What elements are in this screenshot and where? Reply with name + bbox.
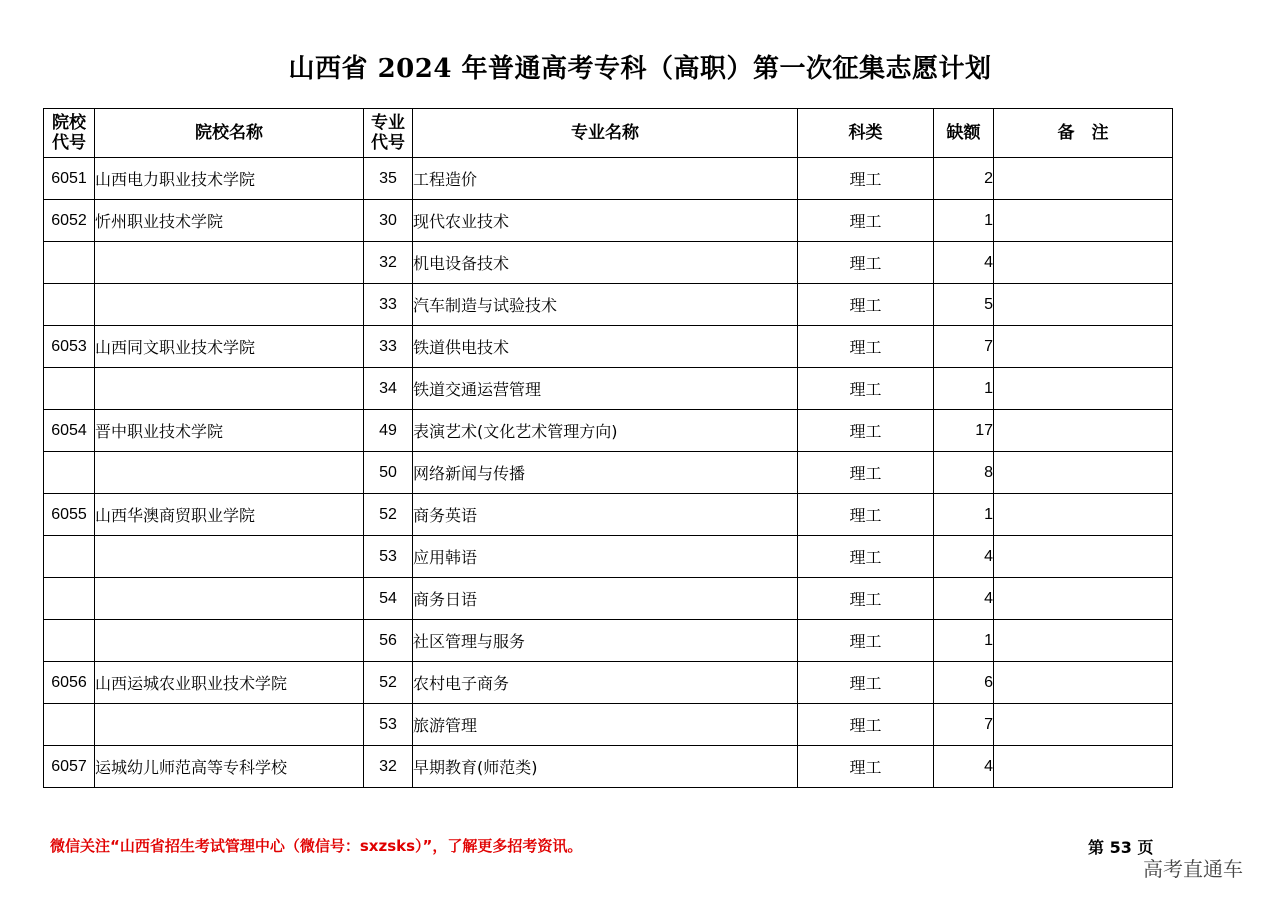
major-name-cell: 农村电子商务 [413, 662, 798, 704]
remark-cell [994, 200, 1173, 242]
table-row [44, 620, 1173, 662]
quota-cell: 4 [934, 536, 994, 578]
school-name-cell [95, 704, 364, 746]
header-category: 科类 [798, 109, 934, 158]
table-row [44, 368, 1173, 410]
category-cell: 理工 [798, 620, 934, 662]
school-name-cell [95, 242, 364, 284]
table-row [44, 326, 1173, 368]
school-code-cell: 6057 [44, 746, 95, 788]
school-code-cell [44, 368, 95, 410]
major-code-cell: 52 [364, 662, 413, 704]
category-cell: 理工 [798, 578, 934, 620]
school-name-cell [95, 620, 364, 662]
header-major-name: 专业名称 [413, 109, 798, 158]
table-row [44, 536, 1173, 578]
major-name-cell: 商务日语 [413, 578, 798, 620]
table-row [44, 242, 1173, 284]
table-row [44, 284, 1173, 326]
table-row [44, 704, 1173, 746]
school-code-cell: 6055 [44, 494, 95, 536]
remark-cell [994, 242, 1173, 284]
school-code-cell [44, 578, 95, 620]
school-code-cell: 6053 [44, 326, 95, 368]
school-name-cell: 山西华澳商贸职业学院 [95, 494, 364, 536]
school-code-cell [44, 452, 95, 494]
major-name-cell: 现代农业技术 [413, 200, 798, 242]
school-name-cell [95, 536, 364, 578]
major-name-cell: 应用韩语 [413, 536, 798, 578]
school-code-cell [44, 704, 95, 746]
school-name-cell: 忻州职业技术学院 [95, 200, 364, 242]
school-name-cell: 山西运城农业职业技术学院 [95, 662, 364, 704]
school-code-cell: 6051 [44, 158, 95, 200]
header-major-code-line1: 专业 [371, 113, 405, 133]
major-code-cell: 33 [364, 326, 413, 368]
major-code-cell: 52 [364, 494, 413, 536]
category-cell: 理工 [798, 452, 934, 494]
page-title: 山西省 2024 年普通高考专科（高职）第一次征集志愿计划 [288, 54, 992, 84]
major-name-cell: 机电设备技术 [413, 242, 798, 284]
major-code-cell: 54 [364, 578, 413, 620]
category-cell: 理工 [798, 662, 934, 704]
remark-cell [994, 158, 1173, 200]
table-row [44, 452, 1173, 494]
category-cell: 理工 [798, 158, 934, 200]
remark-cell [994, 536, 1173, 578]
category-cell: 理工 [798, 410, 934, 452]
remark-cell [994, 452, 1173, 494]
header-school-name: 院校名称 [95, 109, 364, 158]
major-code-cell: 32 [364, 746, 413, 788]
header-remark: 备 注 [994, 109, 1173, 158]
plan-table [43, 108, 1173, 788]
major-name-cell: 社区管理与服务 [413, 620, 798, 662]
school-code-cell: 6052 [44, 200, 95, 242]
quota-cell: 6 [934, 662, 994, 704]
quota-cell: 7 [934, 326, 994, 368]
major-code-cell: 34 [364, 368, 413, 410]
school-code-cell: 6056 [44, 662, 95, 704]
major-code-cell: 50 [364, 452, 413, 494]
school-name-cell: 运城幼儿师范高等专科学校 [95, 746, 364, 788]
school-code-cell [44, 620, 95, 662]
category-cell: 理工 [798, 242, 934, 284]
school-name-cell [95, 368, 364, 410]
remark-cell [994, 620, 1173, 662]
remark-cell [994, 410, 1173, 452]
category-cell: 理工 [798, 200, 934, 242]
category-cell: 理工 [798, 746, 934, 788]
major-code-cell: 56 [364, 620, 413, 662]
quota-cell: 1 [934, 620, 994, 662]
header-school-code [44, 109, 95, 158]
school-code-cell [44, 284, 95, 326]
quota-cell: 4 [934, 242, 994, 284]
header-quota: 缺额 [934, 109, 994, 158]
school-name-cell [95, 284, 364, 326]
quota-cell: 1 [934, 368, 994, 410]
table-header-row [44, 109, 1173, 158]
quota-cell: 8 [934, 452, 994, 494]
table-row [44, 662, 1173, 704]
major-code-cell: 53 [364, 704, 413, 746]
category-cell: 理工 [798, 326, 934, 368]
quota-cell: 1 [934, 200, 994, 242]
category-cell: 理工 [798, 704, 934, 746]
major-code-cell: 30 [364, 200, 413, 242]
header-school-code-line1: 院校 [52, 113, 86, 133]
major-name-cell: 商务英语 [413, 494, 798, 536]
major-code-cell: 35 [364, 158, 413, 200]
major-code-cell: 49 [364, 410, 413, 452]
header-school-code-line2: 代号 [52, 133, 86, 153]
quota-cell: 2 [934, 158, 994, 200]
table-row [44, 200, 1173, 242]
quota-cell: 17 [934, 410, 994, 452]
remark-cell [994, 662, 1173, 704]
table-row [44, 158, 1173, 200]
table-row [44, 494, 1173, 536]
major-name-cell: 汽车制造与试验技术 [413, 284, 798, 326]
header-major-code [364, 109, 413, 158]
quota-cell: 7 [934, 704, 994, 746]
table-row [44, 746, 1173, 788]
quota-cell: 1 [934, 494, 994, 536]
footer-note: 微信关注“山西省招生考试管理中心（微信号：sxzsks）”，了解更多招考资讯。 [50, 837, 583, 855]
category-cell: 理工 [798, 536, 934, 578]
remark-cell [994, 494, 1173, 536]
header-major-code-line2: 代号 [371, 133, 405, 153]
quota-cell: 5 [934, 284, 994, 326]
table-row [44, 410, 1173, 452]
school-name-cell [95, 578, 364, 620]
remark-cell [994, 284, 1173, 326]
major-code-cell: 32 [364, 242, 413, 284]
school-name-cell [95, 452, 364, 494]
category-cell: 理工 [798, 284, 934, 326]
remark-cell [994, 368, 1173, 410]
category-cell: 理工 [798, 494, 934, 536]
remark-cell [994, 704, 1173, 746]
table-body [44, 158, 1173, 788]
major-name-cell: 铁道供电技术 [413, 326, 798, 368]
remark-cell [994, 578, 1173, 620]
major-name-cell: 铁道交通运营管理 [413, 368, 798, 410]
school-code-cell [44, 242, 95, 284]
major-code-cell: 33 [364, 284, 413, 326]
category-cell: 理工 [798, 368, 934, 410]
remark-cell [994, 326, 1173, 368]
page-number: 第 53 页 [1088, 838, 1154, 857]
quota-cell: 4 [934, 746, 994, 788]
school-code-cell [44, 536, 95, 578]
major-name-cell: 网络新闻与传播 [413, 452, 798, 494]
school-name-cell: 山西电力职业技术学院 [95, 158, 364, 200]
school-name-cell: 山西同文职业技术学院 [95, 326, 364, 368]
school-name-cell: 晋中职业技术学院 [95, 410, 364, 452]
major-name-cell: 早期教育(师范类) [413, 746, 798, 788]
quota-cell: 4 [934, 578, 994, 620]
major-code-cell: 53 [364, 536, 413, 578]
major-name-cell: 旅游管理 [413, 704, 798, 746]
major-name-cell: 表演艺术(文化艺术管理方向) [413, 410, 798, 452]
school-code-cell: 6054 [44, 410, 95, 452]
remark-cell [994, 746, 1173, 788]
major-name-cell: 工程造价 [413, 158, 798, 200]
table-row [44, 578, 1173, 620]
watermark: 高考直通车 [1143, 857, 1243, 881]
